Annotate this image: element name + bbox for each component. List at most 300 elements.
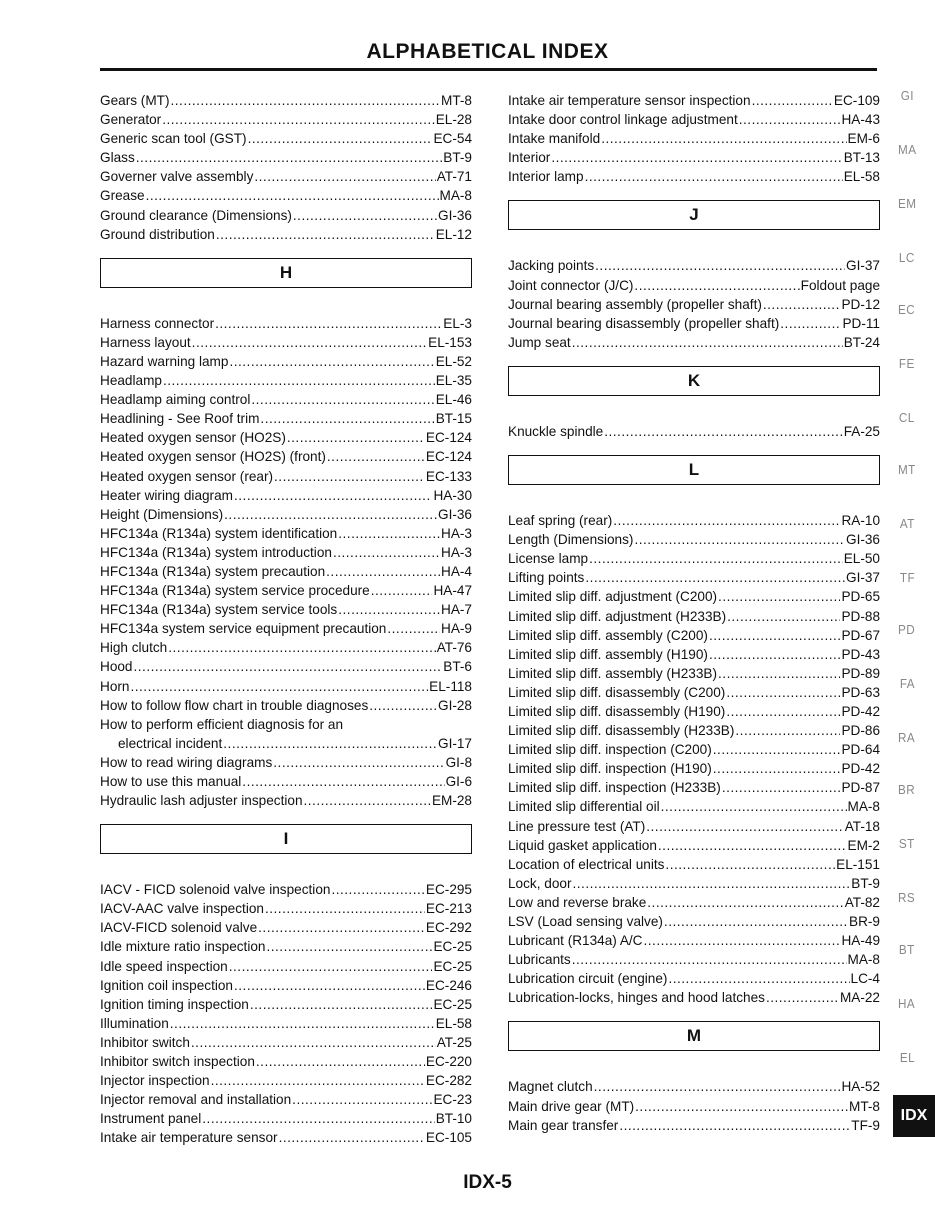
index-entry [100, 524, 472, 543]
index-entry [100, 167, 472, 186]
entry-topic: Grease [100, 188, 145, 204]
entry-page-ref: PD-89 [841, 665, 880, 681]
entry-page-ref: BT-6 [443, 659, 472, 675]
index-entry [100, 1033, 472, 1052]
entry-topic: Height (Dimensions) [100, 506, 224, 522]
entry-page-ref: EC-109 [833, 93, 880, 108]
index-entry [508, 607, 880, 626]
dot-leader [644, 931, 841, 950]
dot-leader [274, 467, 425, 486]
index-entry [100, 937, 472, 956]
entry-topic: HFC134a (R134a) system service tools [100, 602, 338, 618]
index-entry [508, 568, 880, 587]
index-entry [508, 778, 880, 797]
dot-leader [242, 772, 444, 791]
dot-leader [136, 148, 443, 167]
dot-leader [585, 568, 845, 587]
entry-topic: HFC134a (R134a) system identification [100, 525, 338, 541]
entry-page-ref: HA-30 [433, 487, 472, 503]
idx-tab[interactable]: IDX [893, 1095, 935, 1137]
index-column-left [100, 91, 472, 1148]
index-entry [100, 110, 472, 129]
entry-topic: Leaf spring (rear) [508, 513, 613, 529]
section-tab-el[interactable] [892, 1050, 922, 1065]
index-entry [100, 486, 472, 505]
entry-page-ref: HA-3 [441, 544, 472, 560]
entry-page-ref: PD-64 [841, 742, 880, 758]
dot-leader [722, 778, 841, 797]
entry-topic: Limited slip diff. disassembly (C200) [508, 684, 726, 700]
dot-leader [211, 1071, 425, 1090]
dot-leader [739, 110, 841, 129]
entry-topic: Magnet clutch [508, 1079, 593, 1095]
section-tab-ma[interactable] [892, 142, 922, 157]
section-tab-label: GI [900, 88, 914, 103]
dot-leader [551, 148, 842, 167]
entry-topic: How to perform efficient diagnosis for an [100, 716, 344, 732]
dot-leader [258, 918, 425, 937]
section-tab-label: MA [897, 142, 917, 157]
index-entry [100, 753, 472, 772]
entry-topic: Intake door control linkage adjustment [508, 112, 738, 128]
entry-topic: Ground clearance (Dimensions) [100, 207, 292, 223]
entry-topic: Heated oxygen sensor (HO2S) [100, 430, 286, 446]
entry-page-ref: MA-8 [439, 188, 472, 204]
section-tab-label: HA [898, 996, 916, 1011]
dot-leader [709, 626, 841, 645]
index-entry [508, 276, 880, 295]
entry-page-ref: EC-25 [433, 996, 472, 1012]
index-entry [100, 791, 472, 810]
index-entry [508, 988, 880, 1007]
dot-leader [223, 734, 437, 753]
entry-page-ref: HA-7 [441, 602, 472, 618]
entry-topic: Governer valve assembly [100, 169, 254, 185]
entry-page-ref: EL-151 [836, 856, 880, 872]
dot-leader [726, 683, 840, 702]
index-entry [508, 1116, 880, 1135]
entry-topic: Heated oxygen sensor (rear) [100, 468, 274, 484]
entry-topic: Limited slip diff. adjustment (C200) [508, 589, 718, 605]
entry-page-ref: EL-35 [435, 373, 472, 389]
entry-topic: Injector inspection [100, 1073, 210, 1089]
entry-page-ref: GI-37 [846, 258, 880, 274]
entry-topic: Glass [100, 150, 135, 166]
entry-page-ref: MA-22 [839, 990, 880, 1006]
section-tab-label: LC [899, 250, 915, 265]
entry-page-ref: EL-50 [843, 551, 880, 567]
index-entry [100, 1128, 472, 1147]
entry-page-ref: EC-23 [433, 1092, 472, 1108]
dot-leader [668, 969, 849, 988]
dot-leader [713, 759, 841, 778]
dot-leader [661, 797, 847, 816]
entry-page-ref: PD-65 [841, 589, 880, 605]
dot-leader [327, 447, 425, 466]
dot-leader [589, 549, 843, 568]
index-entry [508, 855, 880, 874]
section-tab-label: FE [899, 356, 915, 371]
entry-topic: Joint connector (J/C) [508, 277, 634, 293]
entry-topic: Hood [100, 659, 133, 675]
index-entry [508, 511, 880, 530]
dot-leader [718, 664, 840, 683]
entry-page-ref: HA-3 [441, 525, 472, 541]
dot-leader [163, 371, 435, 390]
entry-page-ref: GI-36 [438, 207, 472, 223]
entry-page-ref: HA-43 [841, 112, 880, 128]
dot-leader [234, 486, 432, 505]
entry-page-ref: GI-37 [846, 570, 880, 586]
dot-leader [718, 587, 840, 606]
entry-page-ref: GI-36 [846, 532, 880, 548]
entry-topic: Inhibitor switch inspection [100, 1054, 255, 1070]
entry-page-ref: EM-28 [431, 793, 472, 809]
entry-topic: Limited slip diff. assembly (H190) [508, 646, 708, 662]
dot-leader [162, 110, 435, 129]
section-tab-fe[interactable] [892, 356, 922, 371]
section-tab-mt[interactable] [892, 462, 922, 477]
entry-topic: Limited slip diff. inspection (C200) [508, 742, 712, 758]
title-rule [100, 68, 877, 71]
dot-leader [292, 1090, 432, 1109]
index-entry [508, 530, 880, 549]
section-tab-label: CL [899, 410, 915, 425]
index-entry [100, 562, 472, 581]
dot-leader [604, 422, 843, 441]
dot-leader [134, 657, 443, 676]
page-title: ALPHABETICAL INDEX [366, 40, 609, 63]
entry-page-ref: EL-58 [435, 1015, 472, 1031]
entry-page-ref: BT-15 [435, 411, 472, 427]
entry-page-ref: EL-3 [443, 315, 472, 331]
entry-page-ref: BT-24 [843, 334, 880, 350]
dot-leader [130, 677, 428, 696]
entry-topic: Limited slip diff. disassembly (H233B) [508, 723, 735, 739]
index-entry [100, 148, 472, 167]
dot-leader [634, 276, 799, 295]
entry-page-ref: AT-82 [844, 894, 880, 910]
entry-page-ref: EC-105 [425, 1130, 472, 1146]
entry-page-ref: PD-63 [841, 684, 880, 700]
dot-leader [216, 225, 435, 244]
index-entry [100, 447, 472, 466]
section-header-i: I [100, 824, 472, 854]
entry-topic: Idle speed inspection [100, 958, 228, 974]
section-tab-fa[interactable] [892, 676, 922, 691]
entry-page-ref: MT-8 [441, 93, 472, 108]
entry-page-ref: GI-8 [445, 754, 472, 770]
dot-leader [665, 855, 835, 874]
index-entry [100, 186, 472, 205]
section-tab-rs[interactable] [892, 890, 922, 905]
entry-topic: IACV - FICD solenoid valve inspection [100, 882, 331, 898]
dot-leader [304, 791, 431, 810]
entry-topic: Instrument panel [100, 1111, 202, 1127]
section-tab-gi[interactable] [892, 88, 922, 103]
entry-page-ref: AT-18 [844, 818, 880, 834]
index-entry [508, 587, 880, 606]
dot-leader [273, 753, 444, 772]
entry-topic: Jacking points [508, 258, 595, 274]
section-tab-ra[interactable] [892, 730, 922, 745]
entry-page-ref: EC-133 [425, 468, 472, 484]
dot-leader [752, 91, 833, 110]
entry-topic: Intake air temperature sensor [100, 1130, 278, 1146]
entry-page-ref: EC-124 [425, 430, 472, 446]
entry-page-ref: EC-124 [425, 449, 472, 465]
section-header-l: L [508, 455, 880, 485]
section-gap [100, 244, 472, 258]
index-column-right [508, 91, 880, 1135]
dot-leader [168, 638, 435, 657]
entry-page-ref: EL-58 [843, 169, 880, 185]
entry-topic: Harness layout [100, 334, 191, 350]
section-tab-br[interactable] [892, 782, 922, 797]
entry-page-ref: AT-76 [436, 640, 472, 656]
entry-topic: HFC134a (R134a) system precaution [100, 563, 326, 579]
index-entry [100, 333, 472, 352]
entry-topic: Inhibitor switch [100, 1034, 190, 1050]
dot-leader [265, 899, 425, 918]
dot-leader [780, 314, 841, 333]
index-entry [100, 543, 472, 562]
dot-leader [250, 995, 433, 1014]
entry-page-ref: HA-4 [441, 563, 472, 579]
index-entry [100, 600, 472, 619]
index-entry [100, 467, 472, 486]
entry-topic: IACV-AAC valve inspection [100, 901, 264, 917]
index-entry [508, 817, 880, 836]
dot-leader [713, 740, 841, 759]
entry-page-ref: GI-17 [438, 735, 472, 751]
entry-page-ref: BT-9 [851, 875, 880, 891]
entry-topic: Idle mixture ratio inspection [100, 939, 266, 955]
dot-leader [229, 957, 433, 976]
entry-topic: Intake air temperature sensor inspection [508, 93, 751, 108]
entry-topic: High clutch [100, 640, 168, 656]
entry-topic: HFC134a (R134a) system service procedure [100, 583, 370, 599]
entry-topic: Line pressure test (AT) [508, 818, 646, 834]
dot-leader [594, 1077, 841, 1096]
entry-topic: Limited slip diff. disassembly (H190) [508, 703, 726, 719]
entry-page-ref: PD-87 [841, 780, 880, 796]
entry-page-ref: PD-86 [841, 723, 880, 739]
entry-page-ref: EL-52 [435, 353, 472, 369]
index-entry [508, 912, 880, 931]
dot-leader [191, 1033, 436, 1052]
index-entry [100, 976, 472, 995]
index-entry [100, 1090, 472, 1109]
section-tab-label: EM [897, 196, 917, 211]
entry-page-ref: BT-10 [435, 1111, 472, 1127]
section-tab-label: RA [898, 730, 916, 745]
index-entry [508, 874, 880, 893]
section-tab-label: ST [899, 836, 915, 851]
page-number: IDX-5 [463, 1172, 512, 1193]
section-tab-at[interactable] [892, 516, 922, 531]
section-tab-label: MT [898, 462, 916, 477]
entry-page-ref: FA-25 [843, 423, 880, 439]
entry-topic: Hazard warning lamp [100, 353, 229, 369]
index-entry [100, 390, 472, 409]
entry-topic: How to follow flow chart in trouble diagnoses [100, 697, 369, 713]
index-entry [100, 371, 472, 390]
entry-topic: Liquid gasket application [508, 837, 657, 853]
index-entry [100, 409, 472, 428]
section-tab-label: FA [899, 676, 915, 691]
section-header-j: J [508, 200, 880, 230]
section-tab-label: EL [899, 1050, 915, 1065]
entry-topic: Ignition coil inspection [100, 977, 233, 993]
section-gap [508, 186, 880, 200]
entry-page-ref: RA-10 [841, 513, 880, 529]
entry-page-ref: HA-47 [433, 583, 472, 599]
index-entry [100, 91, 472, 110]
section-header-h: H [100, 258, 472, 288]
entry-topic: Ignition timing inspection [100, 996, 249, 1012]
entry-page-ref: PD-43 [841, 646, 880, 662]
entry-topic: Limited slip diff. assembly (C200) [508, 627, 708, 643]
entry-page-ref: EC-25 [433, 939, 472, 955]
section-tab-tf[interactable] [892, 570, 922, 585]
entry-page-ref: EC-246 [425, 977, 472, 993]
section-tab-pd[interactable] [892, 622, 922, 637]
entry-topic: Interior [508, 150, 551, 166]
index-entry [100, 581, 472, 600]
dot-leader [369, 696, 437, 715]
entry-page-ref: PD-42 [841, 703, 880, 719]
index-entry [508, 148, 880, 167]
entry-topic: Jump seat [508, 334, 571, 350]
section-header-k: K [508, 366, 880, 396]
section-gap [508, 441, 880, 455]
section-tab-label: RS [898, 890, 916, 905]
index-entry [100, 677, 472, 696]
entry-page-ref: BT-9 [443, 150, 472, 166]
section-header-m: M [508, 1021, 880, 1051]
dot-leader [229, 352, 434, 371]
entry-topic: Limited slip differential oil [508, 799, 660, 815]
dot-leader [727, 607, 840, 626]
index-entry [508, 950, 880, 969]
dot-leader [634, 530, 845, 549]
entry-page-ref: Foldout page [800, 277, 880, 293]
entry-page-ref: EL-46 [435, 392, 472, 408]
entry-topic: Injector removal and installation [100, 1092, 292, 1108]
section-tab-st[interactable] [892, 836, 922, 851]
index-entry [508, 797, 880, 816]
index-entry [508, 295, 880, 314]
index-entry [508, 549, 880, 568]
dot-leader [215, 314, 442, 333]
section-tab-em[interactable] [892, 196, 922, 211]
section-tab-cl[interactable] [892, 410, 922, 425]
index-entry [508, 702, 880, 721]
index-entry [508, 167, 880, 186]
section-tab-lc[interactable] [892, 250, 922, 265]
section-tab-label: BR [898, 782, 916, 797]
entry-page-ref: PD-12 [841, 296, 880, 312]
entry-page-ref: EL-118 [429, 678, 472, 694]
entry-topic: Lubricant (R134a) A/C [508, 933, 643, 949]
dot-leader [326, 562, 440, 581]
section-tab-ha[interactable] [892, 996, 922, 1011]
index-entry [508, 626, 880, 645]
entry-page-ref: PD-88 [841, 608, 880, 624]
dot-leader [248, 129, 433, 148]
entry-topic: Lubrication-locks, hinges and hood latches [508, 990, 765, 1006]
entry-page-ref: EC-213 [425, 901, 472, 917]
dot-leader [287, 428, 425, 447]
dot-leader [766, 988, 839, 1007]
entry-topic: HFC134a system service equipment precaution [100, 621, 387, 637]
index-entry [100, 619, 472, 638]
section-gap [508, 1007, 880, 1021]
entry-topic: Limited slip diff. inspection (H233B) [508, 780, 721, 796]
dot-leader [146, 186, 439, 205]
entry-topic: Headlining - See Roof trim [100, 411, 260, 427]
entry-page-ref: MT-8 [849, 1098, 880, 1114]
entry-topic: Journal bearing assembly (propeller shaft) [508, 296, 762, 312]
entry-topic: Main gear transfer [508, 1117, 619, 1133]
entry-page-ref: LC-4 [850, 971, 880, 987]
dot-leader [256, 1052, 425, 1071]
dot-leader [224, 505, 437, 524]
index-entry [100, 314, 472, 333]
section-tab-bt[interactable] [892, 942, 922, 957]
dot-leader [371, 581, 433, 600]
index-entry [508, 683, 880, 702]
entry-topic: Horn [100, 678, 130, 694]
dot-leader [192, 333, 427, 352]
index-entry [100, 957, 472, 976]
entry-topic: Interior lamp [508, 169, 584, 185]
entry-topic: Limited slip diff. adjustment (H233B) [508, 608, 727, 624]
entry-page-ref: EC-25 [433, 958, 472, 974]
entry-topic: Gears (MT) [100, 93, 170, 108]
section-tab-label: TF [899, 570, 915, 585]
entry-page-ref: HA-52 [841, 1079, 880, 1095]
dot-leader [333, 543, 440, 562]
section-tab-ec[interactable] [892, 302, 922, 317]
entry-page-ref: AT-71 [436, 169, 472, 185]
entry-page-ref: HA-49 [841, 933, 880, 949]
index-entry [508, 740, 880, 759]
dot-leader [763, 295, 841, 314]
entry-topic: Harness connector [100, 315, 215, 331]
entry-page-ref: EL-153 [428, 334, 472, 350]
dot-leader [647, 893, 843, 912]
dot-leader [387, 619, 440, 638]
index-entry [100, 1109, 472, 1128]
index-entry [508, 664, 880, 683]
entry-page-ref: GI-28 [438, 697, 472, 713]
index-entry [508, 129, 880, 148]
entry-topic: Lock, door [508, 875, 572, 891]
dot-leader [709, 645, 841, 664]
dot-leader [338, 524, 440, 543]
entry-page-ref: EL-28 [435, 112, 472, 128]
entry-topic: Low and reverse brake [508, 894, 647, 910]
entry-topic: Ground distribution [100, 226, 215, 242]
index-entry [100, 352, 472, 371]
entry-page-ref: PD-42 [841, 761, 880, 777]
index-entry [100, 899, 472, 918]
dot-leader [234, 976, 425, 995]
index-entry [508, 422, 880, 441]
entry-page-ref: GI-6 [445, 774, 472, 789]
